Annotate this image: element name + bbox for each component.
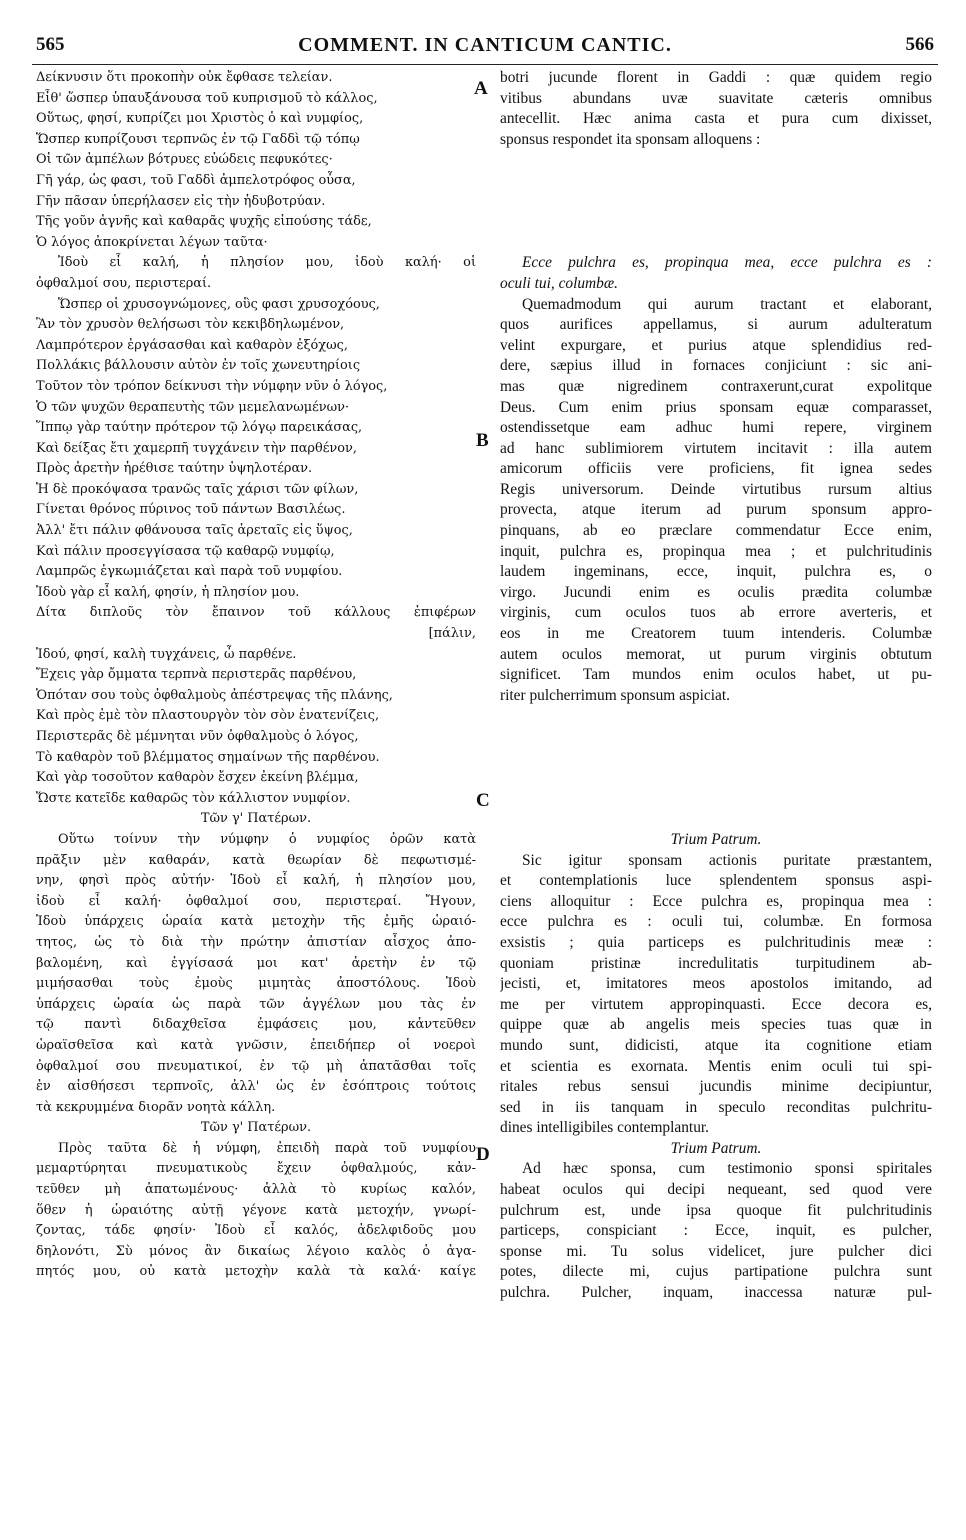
latin-intro [500, 68, 932, 150]
text-line: Ad hæc sponsa, cum testimonio sponsi spiritales [522, 1160, 932, 1178]
text-line: ad hanc sublimiorem virtutem incitavit : illa autem [500, 439, 932, 457]
margin-marker-d: D [476, 1144, 490, 1165]
text-line: ὑπάρχεις ὡραία ὡς παρὰ τῶν ἀγγέλων μου τὰς ἐν [36, 996, 476, 1012]
text-line: [πάλιν, [428, 626, 476, 642]
text-line: particeps, conspiciant : Ecce, inquit, es pulcher, [500, 1222, 932, 1240]
text-line: μεμαρτύρηται πνευματικοὺς ἔχειν ὀφθαλμούς, κἀν- [36, 1161, 476, 1177]
greek-column [36, 68, 476, 1283]
latin-paragraph [500, 851, 932, 1139]
text-line: Οὕτως, φησί, κυπρίζει μοι Χριστὸς ὁ καὶ νυμφίος, [36, 111, 364, 127]
text-line: Τῆς γοῦν ἁγνῆς καὶ καθαρᾶς ψυχῆς εἰπούσης τάδε, [36, 214, 372, 230]
text-line: ciens alloquitur : Ecce pulchra es, propinqua mea : [500, 892, 932, 910]
text-line: provecta, atque iterum ad purum sponsum appro- [500, 501, 932, 519]
text-line: Καὶ πρὸς ἐμὲ τὸν πλαστουργὸν τὸν σὸν ἐνατενίζεις, [36, 708, 380, 724]
text-line: dines intelligibiles contemplantur. [500, 1119, 710, 1137]
text-line: quoniam pristinæ incredulitatis turpitudinem ab- [500, 954, 932, 972]
spacer [500, 212, 932, 233]
text-line: amicorum officiis vere proficiens, fit ignea sedes [500, 460, 932, 478]
text-line: pulchra. Pulcher, inquam, inaccessa naturæ pul- [500, 1284, 932, 1302]
text-line: Ecce pulchra es, propinqua mea, ecce pulchra es : [522, 254, 932, 272]
text-line: virgo. Jucundi enim es oculis prædita columbæ [500, 583, 932, 601]
latin-verse [500, 253, 932, 294]
text-line: et contemplationis luce splendentem sponsus aspi- [500, 872, 932, 890]
text-line: Οὕτω τοίνυν τὴν νύμφην ὁ νυμφίος ὁρῶν κατὰ [58, 831, 476, 847]
text-line: τῷ παντὶ διδαχθεῖσα ἐμφάσεις μου, κἀντεῦθεν [36, 1017, 476, 1033]
text-line: Ὥσπερ οἱ χρυσογνώμονες, οὓς φασι χρυσοχόους, [58, 296, 380, 312]
text-line: quippe quæ ab angelis meis species tuas quæ in [500, 1016, 932, 1034]
text-line: exsistis ; quia particeps es pulchritudinis meæ : [500, 933, 932, 951]
text-line: Ὁ τῶν ψυχῶν θεραπευτὴς τῶν μεμελανωμένων· [36, 399, 350, 415]
text-line: Ἰδοὺ γὰρ εἶ καλή, φησίν, ἡ πλησίον μου. [36, 584, 300, 600]
text-line: Γίνεται θρόνος πύρινος τοῦ πάντων Βασιλέως. [36, 502, 346, 518]
running-title: COMMENT. IN CANTICUM CANTIC. [298, 34, 672, 56]
text-line: Τοῦτον τὸν τρόπον δείκνυσι τὴν νύμφην νῦν ὁ λόγος, [36, 378, 388, 394]
section-heading: Trium Patrum. [670, 830, 762, 848]
text-line: Καὶ πάλιν προσεγγίσασα τῷ καθαρῷ νυμφίῳ, [36, 543, 335, 559]
text-line: Δείκνυσιν ὅτι προκοπὴν οὐκ ἔφθασε τελείαν. [36, 70, 333, 85]
text-line: antecellit. Hæc anima casta et pura cum dixisset, [500, 110, 932, 128]
text-line: et scientia es exornata. Mentis enim oculi tui spi- [500, 1057, 932, 1075]
text-line: velint expurgare, et purius atque splendidius red- [500, 336, 932, 354]
text-line: Ἀλλ' ἔτι πάλιν φθάνουσα ταῖς ἀρεταῖς εἰς ὕψος, [36, 523, 353, 539]
text-line: Ὁ λόγος ἀποκρίνεται λέγων ταῦτα· [36, 234, 268, 250]
margin-marker-b: B [476, 430, 489, 451]
spacer [500, 233, 932, 254]
text-line: Ἵππῳ γὰρ ταύτην πρότερον τῷ λόγῳ παρεικάσας, [36, 420, 363, 436]
text-line: βαλομένη, καὶ ἐγγίσασά μοι κατ' ἀρετὴν ἐν τῷ [36, 955, 476, 971]
text-line: Ἰδοὺ εἶ καλή, ἡ πλησίον μου, ἰδοὺ καλή· οἱ [58, 255, 476, 271]
text-line: Λαμπρότερον ἐργάσασθαι καὶ καθαρὸν ἐξόχως, [36, 337, 348, 353]
text-line: dere, sæpius illud in fornaces conjiciunt : sic ani- [500, 357, 932, 375]
text-line: Περιστερᾶς δὲ μέμνηται νῦν ὀφθαλμοὺς ὁ λόγος, [36, 729, 359, 744]
text-line: mundo sunt, didicisti, atque ita cognitione etiam [500, 1036, 932, 1054]
text-line: πητός μου, οὐ κατὰ μετοχὴν καλὰ τὰ καλά· καίγε [36, 1264, 476, 1280]
page-number-left: 565 [36, 34, 65, 55]
text-line: Ἔχεις γὰρ ὄμματα τερπνὰ περιστερᾶς παρθένου, [36, 667, 357, 683]
text-line: mas quæ nigredinem contraxerunt,curat expolitque [500, 377, 932, 395]
latin-paragraph [500, 295, 932, 707]
spacer [500, 809, 932, 830]
text-line: Ὥσπερ κυπρίζουσι τερπνῶς ἐν τῷ Γαδδὶ τῷ τόπῳ [36, 131, 360, 147]
text-line: Γῆν πᾶσαν ὑπερήλασεν εἰς τὴν ἡδυβοτρύαν. [36, 193, 326, 209]
text-line: ἐν αἰσθήσεσι τερπνοῖς, ἀλλ' ὡς ἐν ἐσόπτροις τούτοις [36, 1079, 476, 1095]
text-line: Λαμπρῶς ἐγκωμιάζεται καὶ παρὰ τοῦ νυμφίου. [36, 564, 343, 580]
text-line: oculi tui, columbæ. [500, 274, 618, 292]
text-line: Τὸ καθαρὸν τοῦ βλέμματος σημαίνων τῆς παρθένου. [36, 749, 380, 765]
spacer [500, 171, 932, 192]
text-line: eos in me Creatorem tuum intenderis. Columbæ [500, 625, 932, 643]
latin-paragraph [500, 1159, 932, 1303]
margin-marker-a: A [474, 78, 488, 99]
text-line: quos aurifices appellamus, si aurum adulteratum [500, 316, 932, 334]
text-line: pinquans, ab eo præclare commendatur Ecce enim, [500, 522, 932, 540]
text-line: πρᾶξιν μὲν καθαράν, κατὰ θεωρίαν δὲ πεφωτισμέ- [36, 852, 476, 868]
text-line: Καὶ δείξας ἔτι χαμερπῆ τυγχάνειν τὴν παρθένον, [36, 440, 357, 456]
section-heading: Trium Patrum. [670, 1139, 762, 1157]
text-line: inquit, pulchra es, propinqua mea ; et pulchritudinis [500, 542, 932, 560]
text-line: ὀφθαλμοί σου, περιστεραί. [36, 275, 212, 291]
text-line: Ἰδού, φησί, καλὴ τυγχάνεις, ὦ παρθένε. [36, 646, 297, 662]
text-line: sponsus respondet ita sponsam alloquens : [500, 130, 761, 148]
latin-column [500, 68, 932, 1304]
greek-paragraph [36, 830, 476, 1118]
text-line: Πολλάκις βάλλουσιν αὐτὸν ἐν τοῖς χωνευτηρίοις [36, 358, 361, 374]
text-line: νην, φησὶ πρὸς αὐτήν· Ἰδοὺ εἶ καλή, ἡ πλησίον μου, [36, 873, 476, 889]
text-line: Quemadmodum qui aurum tractant et elaborant, [522, 295, 932, 313]
text-line: significet. Tam mundos enim oculos habet, ut pu- [500, 666, 932, 684]
text-line: τητος, ὡς τὸ διὰ τὴν πρώτην ἀπιστίαν αἶσχος ἀπο- [36, 934, 476, 950]
spacer [500, 706, 932, 727]
text-line: Ἰδοὺ ὑπάρχεις ὡραία κατὰ μετοχὴν τῆς ἐμῆς ὡραιό- [36, 914, 476, 930]
text-line: μιμήσασθαι τοὺς ἐμοὺς μιμητὰς ἀποστόλους. Ἰδοὺ [36, 976, 476, 992]
text-line: habeat oculos qui decipi nequeant, sed quod vere [500, 1181, 932, 1199]
spacer [500, 192, 932, 213]
section-heading: Τῶν γ' Πατέρων. [200, 1120, 312, 1136]
text-line: pulchrum est, unde ipsa quoque fit pulchritudinis [500, 1201, 932, 1219]
text-line: riter pulcherrimum sponsum aspiciat. [500, 686, 730, 704]
greek-verse-block [36, 68, 476, 809]
text-line: Deus. Cum enim prius sponsam equæ comparasset, [500, 398, 932, 416]
spacer [500, 727, 932, 748]
spacer [500, 150, 932, 171]
text-line: vitibus abundans uvæ suavitate cæteris omnibus [500, 89, 932, 107]
running-header [32, 34, 938, 65]
text-line: autem oculos memorat, ut purum virginis obtutum [500, 645, 932, 663]
text-line: Εἶθ' ὥσπερ ὑπαυξάνουσα τοῦ κυπρισμοῦ τὸ κάλλος, [36, 90, 378, 106]
text-line: τεῦθεν μὴ ἀπατωμένους· ἀλλὰ τὸ κυρίως καλόν, [36, 1182, 476, 1198]
text-line: δηλονότι, Σὺ μόνος ἂν δικαίως λέγοιο καλὸς ὁ ἀγα- [36, 1243, 476, 1259]
text-line: ritales rebus sensui jucundis minime decipiuntur, [500, 1078, 932, 1096]
text-line: Οἱ τῶν ἀμπέλων βότρυες εὐώδεις πεφυκότες· [36, 152, 333, 168]
text-line: jecisti, et, imitatores meos apostolos imitando, ad [500, 975, 932, 993]
spacer [500, 789, 932, 810]
section-heading: Τῶν γ' Πατέρων. [200, 811, 312, 827]
text-line: Ὥστε κατεῖδε καθαρῶς τὸν κάλλιστον νυμφίον. [36, 790, 351, 806]
text-line: ostendissetque eam adhuc humi repere, virginem [500, 419, 932, 437]
text-line: sed in iis tanquam in speculo reconditas pulchritu- [500, 1098, 932, 1116]
greek-paragraph [36, 1139, 476, 1283]
text-line: ἰδοὺ εἶ καλή· ὀφθαλμοί σου, περιστεραί. Ἤγουν, [36, 893, 476, 909]
text-line: me per virtutem appropinquasti. Ecce decora es, [500, 995, 932, 1013]
text-line: sponse mi. Tu solus videlicet, jure pulcher dici [500, 1242, 932, 1260]
text-line: Ἡ δὲ προκόψασα τρανῶς ταῖς χάρισι τῶν φίλων, [36, 481, 359, 497]
text-line: ecce pulchra es : oculi tui, columbæ. En formosa [500, 913, 932, 931]
text-line: virginis, cum oculos tuos ab errore averteris, et [500, 604, 932, 622]
margin-marker-c: C [476, 790, 490, 811]
text-line: Δίτα διπλοῦς τὸν ἔπαινον τοῦ κάλλους ἐπιφέρων [36, 605, 476, 621]
text-line: ὅθεν ἡ ὡραιότης αὐτῇ γέγονε κατὰ μετοχήν, γνωρί- [36, 1202, 476, 1218]
text-line: Πρὸς ἀρετὴν ἠρέθισε ταύτην ὑψηλοτέραν. [36, 461, 313, 477]
text-line: botri jucunde florent in Gaddi : quæ quidem regio [500, 69, 932, 86]
text-line: laudem ingeminans, ecce, inquit, pulchra es, o [500, 563, 932, 581]
text-line: Γῆ γάρ, ὡς φασι, τοῦ Γαδδὶ ἀμπελοτρόφος οὖσα, [36, 172, 356, 188]
text-line: Sic igitur sponsam actionis puritate præstantem, [522, 851, 932, 869]
text-line: ὀφθαλμοί σου πνευματικοί, ἐν τῷ μὴ ἀπατᾶσθαι τοῖς [36, 1058, 476, 1074]
text-line: Ὁπόταν σου τοὺς ὀφθαλμοὺς ἀπέστρεψας τῆς πλάνης, [36, 687, 393, 703]
spacer [500, 748, 932, 769]
text-line: ζοντας, τάδε φησίν· Ἰδοὺ εἶ καλός, ἀδελφιδοῦς μου [36, 1223, 476, 1239]
page-number-right: 566 [905, 34, 934, 55]
text-line: Ἂν τὸν χρυσὸν θελήσωσι τὸν κεκιβδηλωμένον, [36, 317, 345, 333]
text-line: Πρὸς ταῦτα δὲ ἡ νύμφη, ἐπειδὴ παρὰ τοῦ νυμφίου [58, 1140, 476, 1156]
text-line: Regis universorum. Deinde virtutibus rursum altius [500, 480, 932, 498]
spacer [500, 768, 932, 789]
text-line: ὡραϊσθεῖσα καὶ κατὰ γνῶσιν, ἐπειδήπερ οἱ νοεροὶ [36, 1037, 476, 1053]
text-line: Καὶ γὰρ τοσοῦτον καθαρὸν ἔσχεν ἐκείνη βλέμμα, [36, 770, 359, 786]
text-line: τὰ κεκρυμμένα διορᾶν νοητὰ κάλλη. [36, 1099, 276, 1115]
text-line: potes, dilecte mi, cujus partipatione pulchra sunt [500, 1263, 932, 1281]
